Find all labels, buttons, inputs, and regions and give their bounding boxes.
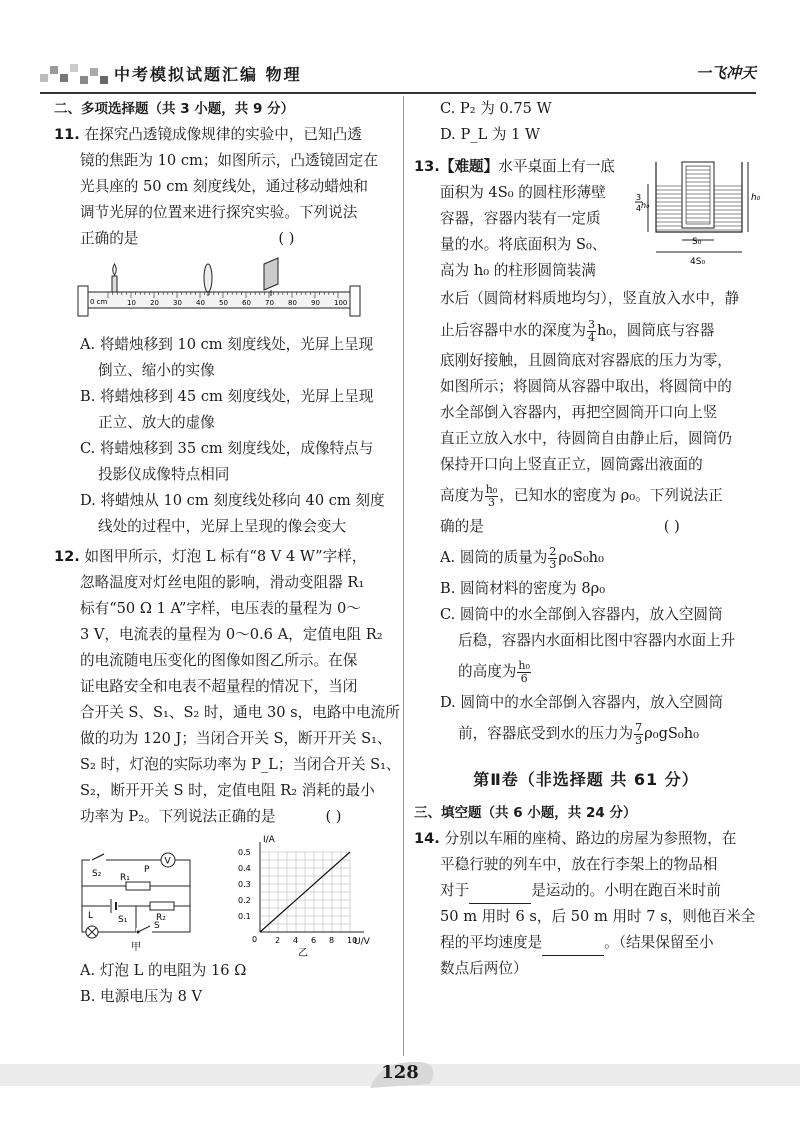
4s0-label: 4S₀ [690,257,706,266]
difficulty-tag: 【难题】 [439,158,499,175]
option-a-cont: 倒立、缩小的实像 [98,362,215,379]
question-14 [414,826,758,982]
s0-label: S₀ [692,237,702,247]
figure-caption-jia: 甲 [131,942,141,953]
resistor-r2-icon [150,902,174,910]
convex-lens-icon [204,264,212,296]
option-d: D. P_L 为 1 W [440,126,541,143]
bench-tick-label: 20 [150,299,159,307]
question-text: 标有“50 Ω 1 A”字样，电压表的量程为 0～ [80,600,361,617]
question-text: 忽略温度对灯丝电阻的影响，滑动变阻器 R₁ [80,574,365,591]
x-tick-label: 2 [275,936,281,945]
y-tick-label: 0.2 [238,896,251,905]
part-two-heading: 第Ⅱ卷（非选择题 共 61 分） [473,770,699,789]
battery-icon [110,899,118,913]
question-text: 如图甲所示，灯泡 L 标有“8 V 4 W”字样， [84,548,367,565]
graph-tick-labels [238,848,357,945]
label-s2: S₂ [92,869,102,879]
answer-blank-2[interactable] [542,939,604,956]
x-tick-label: 8 [329,936,335,945]
question-text: 水全部倒入容器内，再把空圆筒开口向上竖 [440,404,718,421]
section-heading-multiple-choice: 二、多项选择题（共 3 小题，共 9 分） [54,101,295,117]
question-text: 功率为 P₂。下列说法正确的是 [80,808,276,825]
bench-tick-label: 50 [219,299,228,307]
option-a: A. 灯泡 L 的电阻为 16 Ω [80,962,247,979]
left-column [54,96,401,1010]
switch-s-icon [136,926,152,936]
question-text: 镜的焦距为 10 cm；如图所示，凸透镜固定在 [80,152,378,169]
question-text: 直正立放入水中，待圆筒自由静止后，圆筒仍 [440,430,732,447]
bench-unit-label: 0 cm [90,298,108,306]
y-tick-label: 0.3 [238,880,251,889]
bench-tick-label: 30 [173,299,182,307]
question-text: 容器，容器内装有一定质 [440,210,601,227]
answer-bracket: ( ) [663,518,680,535]
option-d: D. 将蜡烛从 10 cm 刻度线处移向 40 cm 刻度 [80,492,385,509]
option-a: A. 将蜡烛移到 10 cm 刻度线处，光屏上呈现 [80,336,374,353]
question-text: 分别以车厢的座椅、路边的房屋为参照物，在 [444,830,737,847]
option-c: C. P₂ 为 0.75 W [440,100,552,117]
question-text: 证电路安全和电表不超量程的情况下，当闭 [80,678,358,695]
lamp-icon [86,926,98,938]
question-text: 水平桌面上有一底 [498,158,616,175]
question-11 [54,122,394,540]
question-text: 止后容器中水的深度为 $\frac{3}{4}$ h₀，圆筒底与容器 [440,317,715,344]
question-number: 13. [414,158,440,175]
option-c-cont: 的高度为 $\frac{\text{h₀}}{6}$ [458,658,530,685]
question-text: S₂ 时，灯泡的实际功率为 P_L；当闭合开关 S₁、 [80,756,401,773]
frac-den: 4 [636,204,642,213]
header-decoration-icon [40,60,110,88]
label-r2: R₂ [156,913,166,923]
question-text: 3 V，电流表的量程为 0～0.6 A，定值电阻 R₂ [80,626,383,643]
bench-tick-label: 100 [334,299,348,307]
bench-left-stand [78,286,88,316]
rheostat-r1-icon [126,882,150,890]
question-text: 程的平均速度是 。（结果保留至小 [414,930,758,956]
switch-s2-icon [90,854,106,862]
question-text: 合开关 S、S₁、S₂ 时，通电 30 s，电路中电流所 [80,704,400,721]
right-column [414,96,761,982]
option-b: B. 圆筒材料的密度为 8ρ₀ [440,580,606,597]
x-tick-label: 10 [347,936,358,945]
bench-tick-label: 10 [127,299,136,307]
label-v: V [164,856,171,867]
question-number: 11. [54,126,80,143]
label-s: S [154,921,160,931]
label-l: L [88,911,94,921]
option-d: D. 圆筒中的水全部倒入容器内，放入空圆筒 [440,694,724,711]
light-screen-icon [264,258,278,296]
question-text: 底刚好接触，且圆筒底对容器底的压力为零， [440,352,732,369]
iv-graph [230,834,380,958]
question-number: 12. [54,548,80,565]
circuit-diagram [76,850,196,956]
question-text: 做的功为 120 J；当闭合开关 S，断开开关 S₁、 [80,730,392,747]
option-d-cont: 前，容器底受到水的压力为 $\frac{7}{3}$ ρ₀gS₀h₀ [458,720,700,747]
section-heading-fill-blank: 三、填空题（共 6 小题，共 24 分） [414,805,637,821]
label-s1: S₁ [118,915,128,925]
answer-bracket: ( ) [278,230,295,247]
question-text: 对于 是运动的。小明在跑百米时前 [414,878,758,904]
option-c-cont: 投影仪成像特点相同 [98,466,230,483]
answer-bracket: ( ) [325,808,342,825]
question-text: 面积为 4S₀ 的圆柱形薄壁 [440,184,606,201]
container-figure [634,156,764,266]
origin-label: 0 [252,935,258,944]
option-c-cont: 后稳，容器内水面相比图中容器内水面上升 [458,632,736,649]
question-text: 数点后两位） [440,960,528,977]
question-text: 平稳行驶的列车中，放在行李架上的物品相 [440,856,718,873]
option-a: A. 圆筒的质量为 $\frac{2}{3}$ ρ₀S₀h₀ [440,544,604,571]
option-b: B. 电源电压为 8 V [80,988,203,1005]
option-b: B. 将蜡烛移到 45 cm 刻度线处，光屏上呈现 [80,388,374,405]
question-12 [54,544,401,1010]
bench-tick-label: 40 [196,299,205,307]
question-13 [414,154,761,752]
option-d-cont: 线处的过程中，光屏上呈现的像会变大 [98,518,347,535]
label-r1: R₁ [120,873,130,883]
bench-tick-label: 70 [265,299,274,307]
x-axis-label: U/V [354,937,370,947]
header-title: 中考模拟试题汇编 物理 [114,65,302,84]
x-tick-label: 6 [311,936,317,945]
optical-bench-figure [74,256,374,328]
option-c: C. 圆筒中的水全部倒入容器内，放入空圆筒 [440,606,723,623]
question-text: 如图所示；将圆筒从容器中取出，将圆筒中的 [440,378,732,395]
h0-label: h₀ [751,193,761,203]
header-brand: 一飞冲天 [695,64,756,82]
frac-num: 3 [636,193,642,202]
option-c: C. 将蜡烛移到 35 cm 刻度线处，成像特点与 [80,440,374,457]
question-text: 量的水。将底面积为 S₀、 [440,236,607,253]
question-text: 调节光屏的位置来进行探究实验。下列说法 [80,204,358,221]
bench-tick-label: 90 [311,299,320,307]
question-number: 14. [414,830,440,847]
y-tick-label: 0.1 [238,912,251,921]
question-text: 确的是 [440,518,484,535]
column-divider [403,96,404,1056]
question-text: 保持开口向上竖直正立，圆筒露出液面的 [440,456,703,473]
question-text: 水后（圆筒材料质地均匀），竖直放入水中，静 [440,290,740,307]
question-text: 高为 h₀ 的柱形圆筒装满 [440,262,596,279]
bench-right-stand [350,286,360,316]
question-text: 在探究凸透镜成像规律的实验中，已知凸透 [84,126,362,143]
header-rule [40,92,756,94]
q12-figures [54,834,394,958]
answer-blank-1[interactable] [469,887,531,904]
y-tick-label: 0.5 [238,848,251,857]
question-text: 正确的是 [80,230,139,247]
candle-icon [112,264,117,292]
question-text: 光具座的 50 cm 刻度线处，通过移动蜡烛和 [80,178,368,195]
question-text: S₂，断开开关 S 时，定值电阻 R₂ 消耗的最小 [80,782,375,799]
bench-tick-label: 80 [288,299,297,307]
question-text: 50 m 用时 6 s，后 50 m 用时 7 s，则他百米全 [440,908,756,925]
option-b-cont: 正立、放大的虚像 [98,414,215,431]
figure-caption-yi: 乙 [298,948,308,958]
label-p: P [144,865,150,875]
page-header [40,58,756,90]
question-text: 高度为 $\frac{\text{h₀}}{3}$ ，已知水的密度为 ρ₀。下列说法正 [440,482,723,509]
bench-tick-label: 60 [242,299,251,307]
x-tick-label: 4 [293,936,299,945]
h0-small-label: h₀ [641,201,650,210]
question-text: 的电流随电压变化的图像如图乙所示。在保 [80,652,358,669]
y-axis-label: I/A [263,835,275,845]
page-number: 128 [381,1062,419,1083]
y-tick-label: 0.4 [238,864,251,873]
